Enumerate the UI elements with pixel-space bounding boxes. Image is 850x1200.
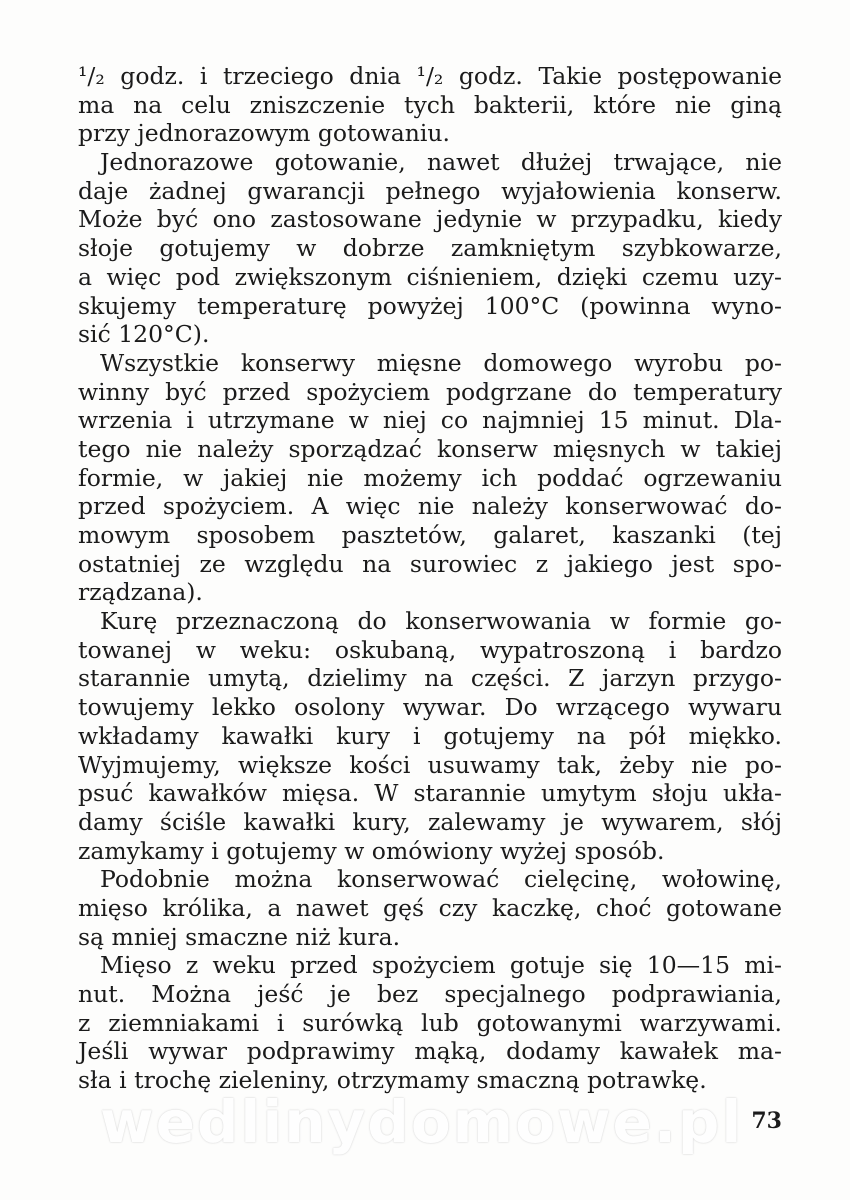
text-line [78, 320, 782, 349]
text-line [78, 607, 782, 636]
body-text [78, 62, 782, 1095]
line-text: są mniej smaczne niż kura. [78, 922, 401, 951]
text-line [78, 951, 782, 980]
text-line [78, 62, 782, 91]
text-line [78, 492, 782, 521]
text-line [78, 378, 782, 407]
line-text: wrzenia i utrzymane w niej co najmniej 15 minut. Dla- [78, 406, 782, 435]
line-text: rządzana). [78, 578, 203, 607]
text-line [78, 751, 782, 780]
line-text: ¹/₂ godz. i trzeciego dnia ¹/₂ godz. Takie postępowanie [78, 62, 782, 90]
paragraph [78, 865, 782, 951]
text-line [78, 693, 782, 722]
text-line [78, 1037, 782, 1066]
text-line [78, 119, 782, 148]
text-line [78, 779, 782, 808]
line-text: Wszystkie konserwy mięsne domowego wyrobu po- [100, 348, 782, 377]
line-text: ostatniej ze względu na surowiec z jakiego jest spo- [78, 549, 782, 578]
line-text: słoje gotujemy w dobrze zamkniętym szybkowarze, [78, 234, 782, 263]
paragraph [78, 148, 782, 349]
text-line [78, 521, 782, 550]
text-line [78, 91, 782, 120]
line-text: tego nie należy sporządzać konserw mięsnych w takiej [78, 434, 782, 463]
line-text: nut. Można jeść je bez specjalnego podprawiania, [78, 980, 782, 1008]
text-line [78, 406, 782, 435]
line-text: formie, w jakiej nie możemy ich poddać ogrzewaniu [78, 463, 782, 492]
line-text: Jednorazowe gotowanie, nawet dłużej trwające, nie [100, 148, 782, 177]
text-line [78, 894, 782, 923]
line-text: Mięso z weku przed spożyciem gotuje się 10—15 mi- [100, 951, 782, 980]
line-text: psuć kawałków mięsa. W starannie umytym słoju ukła- [78, 779, 782, 808]
line-text: ma na celu zniszczenie tych bakterii, które nie giną [78, 90, 782, 119]
line-text: a więc pod zwiększonym ciśnieniem, dzięki czemu uzy- [78, 262, 782, 291]
text-line [78, 837, 782, 866]
text-line [78, 177, 782, 206]
line-text: damy ściśle kawałki kury, zalewamy je wywarem, słój [78, 807, 782, 836]
text-line [78, 349, 782, 378]
line-text: sła i trochę zieleniny, otrzymamy smaczną potrawkę. [78, 1066, 707, 1095]
text-line [78, 808, 782, 837]
line-text: mowym sposobem pasztetów, galaret, kaszanki (tej [78, 521, 782, 549]
text-line [78, 980, 782, 1009]
line-text: z ziemniakami i surówką lub gotowanymi warzywami. [78, 1008, 782, 1037]
text-line [78, 234, 782, 263]
text-line [78, 435, 782, 464]
line-text: Jeśli wywar podprawimy mąką, dodamy kawałek ma- [78, 1037, 782, 1066]
text-line [78, 578, 782, 607]
line-text: towanej w weku: oskubaną, wypatroszoną i bardzo [78, 635, 782, 664]
line-text: przy jednorazowym gotowaniu. [78, 119, 451, 148]
text-line [78, 205, 782, 234]
line-text: Wyjmujemy, większe kości usuwamy tak, żeby nie po- [78, 750, 782, 779]
paragraph [78, 62, 782, 148]
text-line [78, 664, 782, 693]
line-text: starannie umytą, dzielimy na części. Z jarzyn przygo- [78, 664, 782, 693]
watermark: wedlinydomowe.pl [100, 1088, 744, 1156]
text-line [78, 636, 782, 665]
text-line [78, 263, 782, 292]
line-text: przed spożyciem. A więc nie należy konserwować do- [78, 492, 782, 521]
text-line [78, 292, 782, 321]
line-text: towujemy lekko osolony wywar. Do wrzącego wywaru [78, 693, 782, 722]
text-line [78, 464, 782, 493]
paragraph [78, 349, 782, 607]
line-text: Kurę przeznaczoną do konserwowania w formie go- [100, 607, 782, 636]
line-text: Podobnie można konserwować cielęcinę, wołowinę, [100, 865, 782, 894]
line-text: Może być ono zastosowane jedynie w przypadku, kiedy [78, 205, 782, 234]
line-text: zamykamy i gotujemy w omówiony wyżej sposób. [78, 836, 665, 865]
line-text: sić 120°C). [78, 320, 210, 349]
text-line [78, 923, 782, 952]
line-text: daje żadnej gwarancji pełnego wyjałowienia konserw. [78, 176, 782, 205]
line-text: wkładamy kawałki kury i gotujemy na pół miękko. [78, 721, 782, 750]
line-text: mięso królika, a nawet gęś czy kaczkę, choć gotowane [78, 893, 782, 922]
text-line [78, 550, 782, 579]
text-line [78, 148, 782, 177]
text-line [78, 865, 782, 894]
page-number: 73 [751, 1108, 782, 1134]
paragraph [78, 607, 782, 865]
line-text: skujemy temperaturę powyżej 100°C (powinna wyno- [78, 291, 782, 320]
paragraph [78, 951, 782, 1094]
text-line [78, 1009, 782, 1038]
line-text: winny być przed spożyciem podgrzane do temperatury [78, 377, 782, 406]
text-line [78, 722, 782, 751]
